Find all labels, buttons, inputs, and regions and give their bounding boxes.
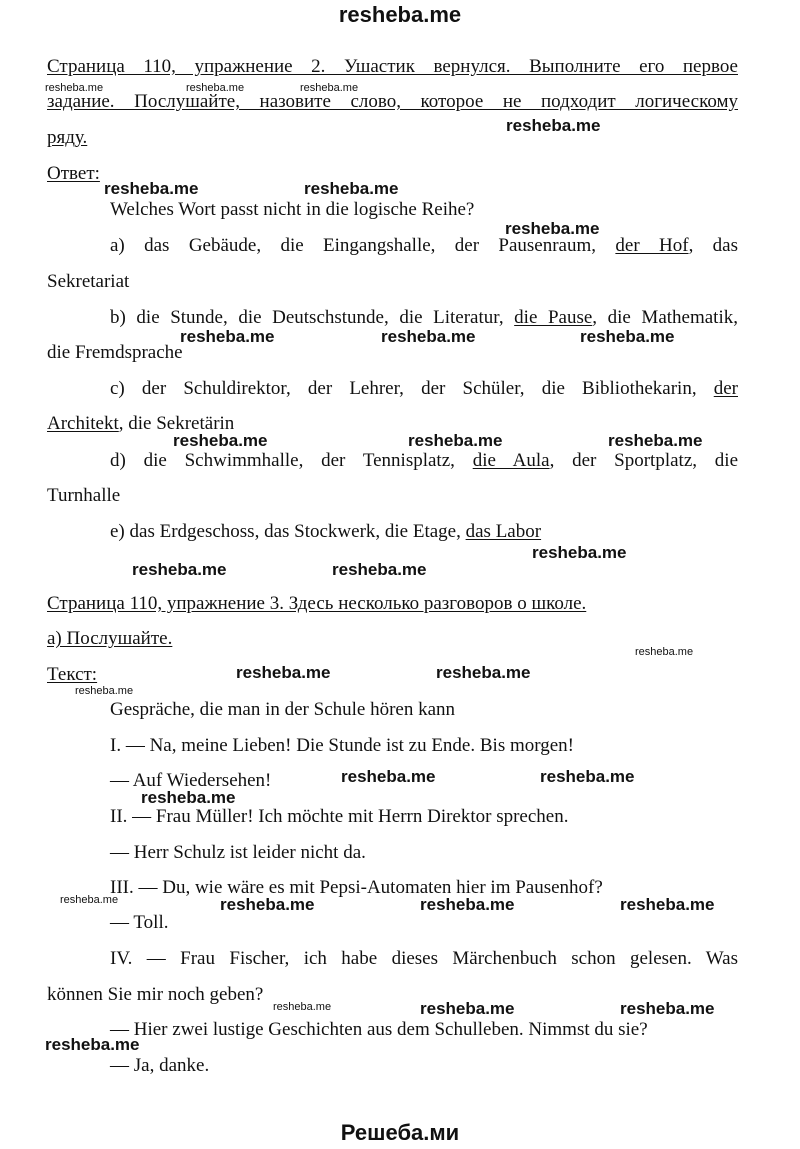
item-e-answer: das Labor bbox=[465, 521, 542, 542]
watermark: resheba.me bbox=[436, 663, 531, 682]
answer-label: Ответ: bbox=[47, 163, 100, 184]
watermark: resheba.me bbox=[304, 179, 399, 198]
item-a-cont: Sekretariat bbox=[47, 271, 130, 292]
watermark: resheba.me bbox=[45, 82, 104, 94]
watermark: resheba.me bbox=[341, 767, 436, 786]
watermark: resheba.me bbox=[506, 116, 601, 135]
dialog-1-reply: — Auf Wiedersehen! bbox=[110, 770, 272, 791]
watermark: resheba.me bbox=[505, 219, 600, 238]
item-a-answer: der Hof bbox=[615, 235, 689, 256]
watermark: resheba.me bbox=[45, 1035, 140, 1054]
watermark: resheba.me bbox=[532, 543, 627, 562]
watermark: resheba.me bbox=[173, 431, 268, 450]
task1-heading-line1: Страница 110, упражнение 2. Ушастик вернулся. Выполните его первое bbox=[47, 56, 738, 77]
item-c-cont: Architekt, die Sekretärin bbox=[47, 413, 235, 434]
watermark: resheba.me bbox=[420, 999, 515, 1018]
item-c-answer-part2: Architekt bbox=[47, 413, 119, 434]
task1-question: Welches Wort passt nicht in die logische Reihe? bbox=[110, 199, 475, 220]
watermark: resheba.me bbox=[620, 895, 715, 914]
site-header-logo[interactable]: resheba.me bbox=[338, 2, 462, 27]
task1-heading-line2: задание. Послушайте, назовите слово, которое не подходит логическому bbox=[47, 91, 738, 112]
dialog-4-reply-2: — Ja, danke. bbox=[110, 1055, 210, 1076]
watermark: resheba.me bbox=[104, 179, 199, 198]
item-b: b) die Stunde, die Deutschstunde, die Literatur, die Pause, die Mathematik, bbox=[110, 307, 738, 328]
watermark: resheba.me bbox=[620, 999, 715, 1018]
dialog-4-cont: können Sie mir noch geben? bbox=[47, 984, 264, 1005]
watermark: resheba.me bbox=[540, 767, 635, 786]
item-b-cont: die Fremdsprache bbox=[47, 342, 183, 363]
task1-heading-line3: ряду. bbox=[47, 127, 88, 148]
watermark: resheba.me bbox=[60, 894, 119, 906]
watermark: resheba.me bbox=[408, 431, 503, 450]
text-label: Текст: bbox=[47, 664, 98, 685]
item-c-answer-part1: der bbox=[713, 378, 738, 399]
watermark: resheba.me bbox=[635, 646, 694, 658]
watermark: resheba.me bbox=[332, 560, 427, 579]
watermark: resheba.me bbox=[141, 788, 236, 807]
dialog-3-reply: — Toll. bbox=[110, 912, 169, 933]
item-d-cont: Turnhalle bbox=[47, 485, 121, 506]
item-d-answer: die Aula bbox=[472, 450, 550, 471]
dialog-4: IV. — Frau Fischer, ich habe dieses Märchenbuch schon gelesen. Was bbox=[110, 948, 738, 969]
watermark: resheba.me bbox=[220, 895, 315, 914]
dialog-title: Gespräche, die man in der Schule hören kann bbox=[110, 699, 456, 720]
watermark: resheba.me bbox=[420, 895, 515, 914]
task2-sub-a: а) Послушайте. bbox=[47, 628, 173, 649]
dialog-2-reply: — Herr Schulz ist leider nicht da. bbox=[110, 842, 366, 863]
watermark: resheba.me bbox=[186, 82, 245, 94]
watermark: resheba.me bbox=[236, 663, 331, 682]
item-d: d) die Schwimmhalle, der Tennisplatz, die Aula, der Sportplatz, die bbox=[110, 450, 739, 471]
item-c: c) der Schuldirektor, der Lehrer, der Schüler, die Bibliothekarin, der bbox=[110, 378, 738, 399]
watermark: resheba.me bbox=[180, 327, 275, 346]
watermark: resheba.me bbox=[75, 685, 134, 697]
dialog-4-reply: — Hier zwei lustige Geschichten aus dem Schulleben. Nimmst du sie? bbox=[110, 1019, 648, 1040]
item-b-answer: die Pause bbox=[514, 307, 593, 328]
dialog-2: II. — Frau Müller! Ich möchte mit Herrn Direktor sprechen. bbox=[110, 806, 569, 827]
watermark: resheba.me bbox=[381, 327, 476, 346]
item-a: a) das Gebäude, die Eingangshalle, der Pausenraum, der Hof, das bbox=[110, 235, 739, 256]
watermark: resheba.me bbox=[273, 1001, 332, 1013]
watermark: resheba.me bbox=[300, 82, 359, 94]
watermark: resheba.me bbox=[580, 327, 675, 346]
watermark: resheba.me bbox=[608, 431, 703, 450]
site-footer-logo[interactable]: Решеба.ми bbox=[340, 1120, 460, 1145]
task2-heading: Страница 110, упражнение 3. Здесь несколько разговоров о школе. bbox=[47, 593, 587, 614]
dialog-3: III. — Du, wie wäre es mit Pepsi-Automaten hier im Pausenhof? bbox=[110, 877, 603, 898]
item-e: e) das Erdgeschoss, das Stockwerk, die Etage, das Labor bbox=[110, 521, 542, 542]
dialog-1: I. — Na, meine Lieben! Die Stunde ist zu Ende. Bis morgen! bbox=[110, 735, 574, 756]
watermark: resheba.me bbox=[132, 560, 227, 579]
